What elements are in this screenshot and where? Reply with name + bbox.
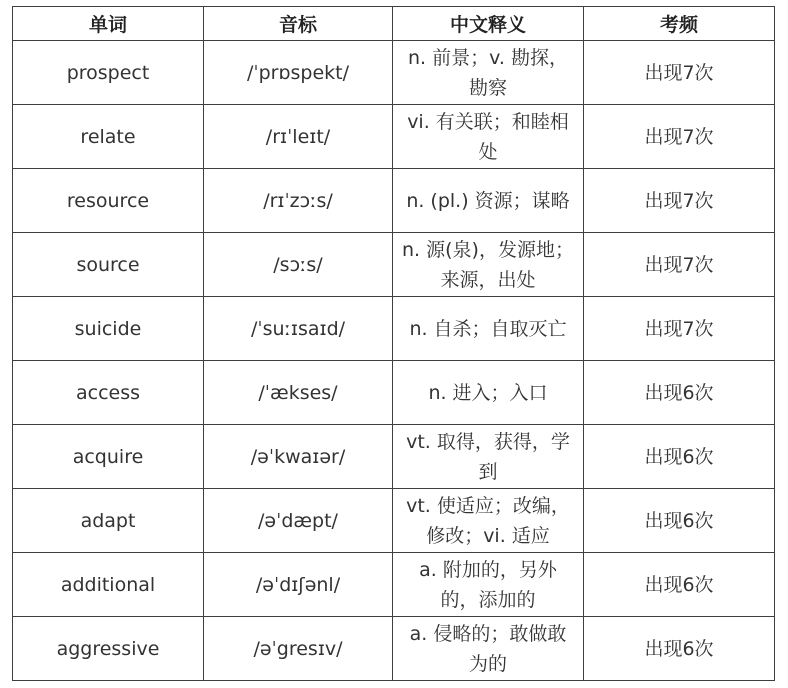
- phonetic-cell: /rɪˈzɔːs/: [204, 169, 393, 233]
- frequency-cell: 出现6次: [584, 489, 775, 553]
- word-cell: access: [13, 361, 204, 425]
- table-row: [13, 233, 775, 297]
- table-row: [13, 425, 775, 489]
- meaning-cell: n. 进入；入口: [393, 361, 584, 425]
- word-cell: source: [13, 233, 204, 297]
- phonetic-cell: /sɔːs/: [204, 233, 393, 297]
- header-meaning: 中文释义: [393, 7, 584, 41]
- table-row: [13, 361, 775, 425]
- table-row: [13, 297, 775, 361]
- meaning-cell: n. 前景；v. 勘探，勘察: [393, 41, 584, 105]
- frequency-cell: 出现7次: [584, 297, 775, 361]
- word-cell: relate: [13, 105, 204, 169]
- meaning-cell: n. (pl.) 资源；谋略: [393, 169, 584, 233]
- phonetic-cell: /əˈkwaɪər/: [204, 425, 393, 489]
- phonetic-cell: /ˈsuːɪsaɪd/: [204, 297, 393, 361]
- frequency-cell: 出现6次: [584, 617, 775, 681]
- table-row: [13, 105, 775, 169]
- phonetic-cell: /ˈækses/: [204, 361, 393, 425]
- word-cell: resource: [13, 169, 204, 233]
- frequency-cell: 出现7次: [584, 105, 775, 169]
- frequency-cell: 出现6次: [584, 553, 775, 617]
- header-phonetic: 音标: [204, 7, 393, 41]
- meaning-cell: a. 附加的，另外的，添加的: [393, 553, 584, 617]
- frequency-cell: 出现7次: [584, 169, 775, 233]
- meaning-cell: vt. 使适应；改编，修改；vi. 适应: [393, 489, 584, 553]
- meaning-cell: a. 侵略的；敢做敢为的: [393, 617, 584, 681]
- header-frequency: 考频: [584, 7, 775, 41]
- word-cell: additional: [13, 553, 204, 617]
- table-row: [13, 617, 775, 681]
- table-row: [13, 553, 775, 617]
- frequency-cell: 出现7次: [584, 233, 775, 297]
- table-row: [13, 41, 775, 105]
- header-word: 单词: [13, 7, 204, 41]
- table-row: [13, 169, 775, 233]
- phonetic-cell: /əˈgresɪv/: [204, 617, 393, 681]
- phonetic-cell: /əˈdɪʃənl/: [204, 553, 393, 617]
- frequency-cell: 出现6次: [584, 425, 775, 489]
- phonetic-cell: /rɪˈleɪt/: [204, 105, 393, 169]
- phonetic-cell: /əˈdæpt/: [204, 489, 393, 553]
- phonetic-cell: /ˈprɒspekt/: [204, 41, 393, 105]
- word-cell: aggressive: [13, 617, 204, 681]
- meaning-cell: vi. 有关联；和睦相处: [393, 105, 584, 169]
- meaning-cell: vt. 取得，获得，学到: [393, 425, 584, 489]
- frequency-cell: 出现6次: [584, 361, 775, 425]
- word-cell: prospect: [13, 41, 204, 105]
- word-cell: adapt: [13, 489, 204, 553]
- word-cell: suicide: [13, 297, 204, 361]
- word-cell: acquire: [13, 425, 204, 489]
- table-header-row: [13, 7, 775, 41]
- table-row: [13, 489, 775, 553]
- meaning-cell: n. 自杀；自取灭亡: [393, 297, 584, 361]
- meaning-cell: n. 源(泉)，发源地；来源，出处: [393, 233, 584, 297]
- frequency-cell: 出现7次: [584, 41, 775, 105]
- vocabulary-table: [12, 6, 775, 681]
